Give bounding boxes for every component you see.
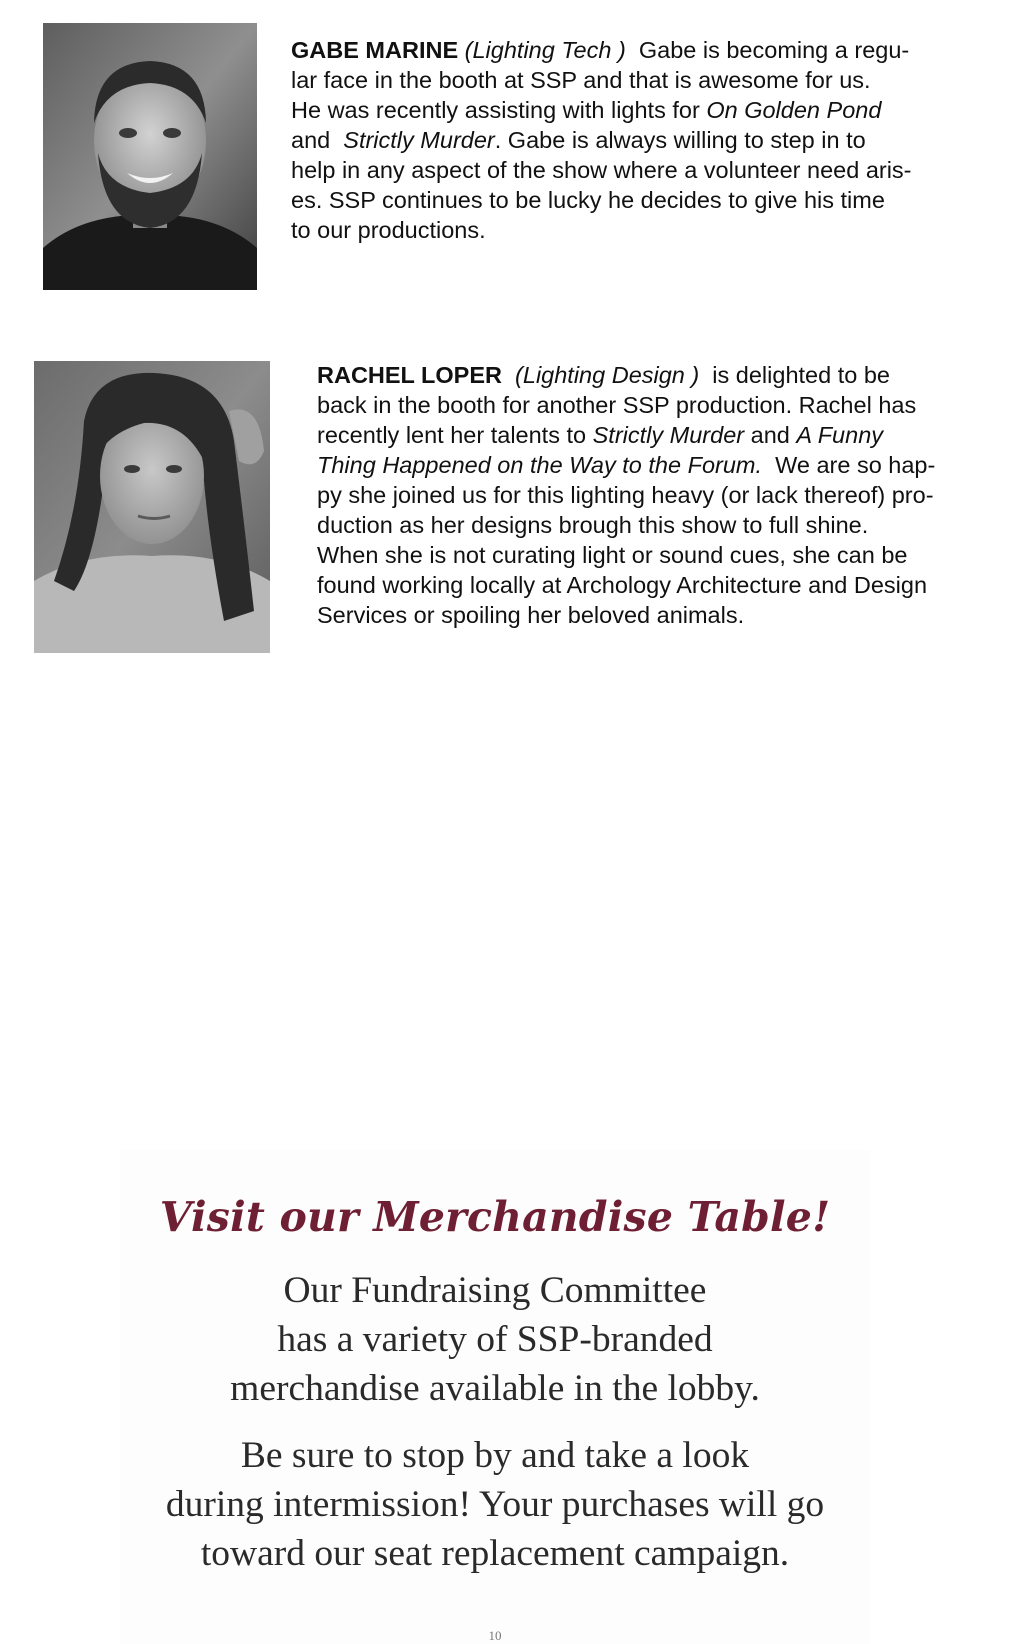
bio-text: Services or spoiling her beloved animals. [317,602,745,628]
merchandise-text-line: Our Fundraising Committee [283,1270,707,1311]
bio-text: When she is not curating light or sound cues, she can be [317,542,908,568]
bio-text: . Gabe is always willing to step in to [494,127,866,153]
gabe-marine-bio [291,35,912,245]
merchandise-text-line: during intermission! Your purchases will go [165,1484,825,1525]
merchandise-text-line: toward our seat replacement campaign. [200,1533,790,1574]
bio-text: is delighted to be [712,362,890,388]
bio-name: GABE MARINE [291,37,459,63]
production-title: Strictly Murder [592,422,745,448]
bio-text: Gabe is becoming a regu- [638,37,910,63]
bio-text: lar face in the booth at SSP and that is awesome for us. [291,67,871,93]
merchandise-paragraph-1 [120,1266,870,1413]
bio-text: duction as her designs brough this show to full shine. [317,512,869,538]
bio-text: recently lent her talents to [317,422,587,448]
production-title: Thing Happened on the Way to the Forum. [317,452,763,478]
bio-text: es. SSP continues to be lucky he decides to give his time [291,187,885,213]
gabe-marine-photo [43,23,257,290]
merchandise-heading: Visit our Merchandise Table! [159,1193,831,1241]
merchandise-paragraph-2 [120,1431,870,1578]
bio-text: and [291,127,331,153]
bio-role: (Lighting Design ) [515,362,700,388]
bio-text: help in any aspect of the show where a volunteer need aris- [291,157,912,183]
bio-text: to our productions. [291,217,486,243]
bio-name: RACHEL LOPER [317,362,502,388]
bio-text: and [750,422,790,448]
rachel-loper-photo [34,361,270,653]
bio-text: back in the booth for another SSP production. Rachel has [317,392,917,418]
merchandise-text-line: merchandise available in the lobby. [230,1368,760,1409]
production-title: A Funny [796,422,884,448]
rachel-loper-bio [317,360,935,630]
bio-text: py she joined us for this lighting heavy (or lack thereof) pro- [317,482,934,508]
merchandise-text-line: has a variety of SSP-branded [277,1319,713,1360]
bio-text: found working locally at Archology Architecture and Design [317,572,928,598]
merchandise-text-line: Be sure to stop by and take a look [240,1435,750,1476]
merchandise-notice [120,1150,870,1644]
production-title: On Golden Pond [706,97,882,123]
page-number: 10 [488,1628,502,1643]
bio-text: He was recently assisting with lights for [291,97,700,123]
bio-text: We are so hap- [775,452,936,478]
production-title: Strictly Murder [343,127,495,153]
bio-role: (Lighting Tech ) [464,37,626,63]
